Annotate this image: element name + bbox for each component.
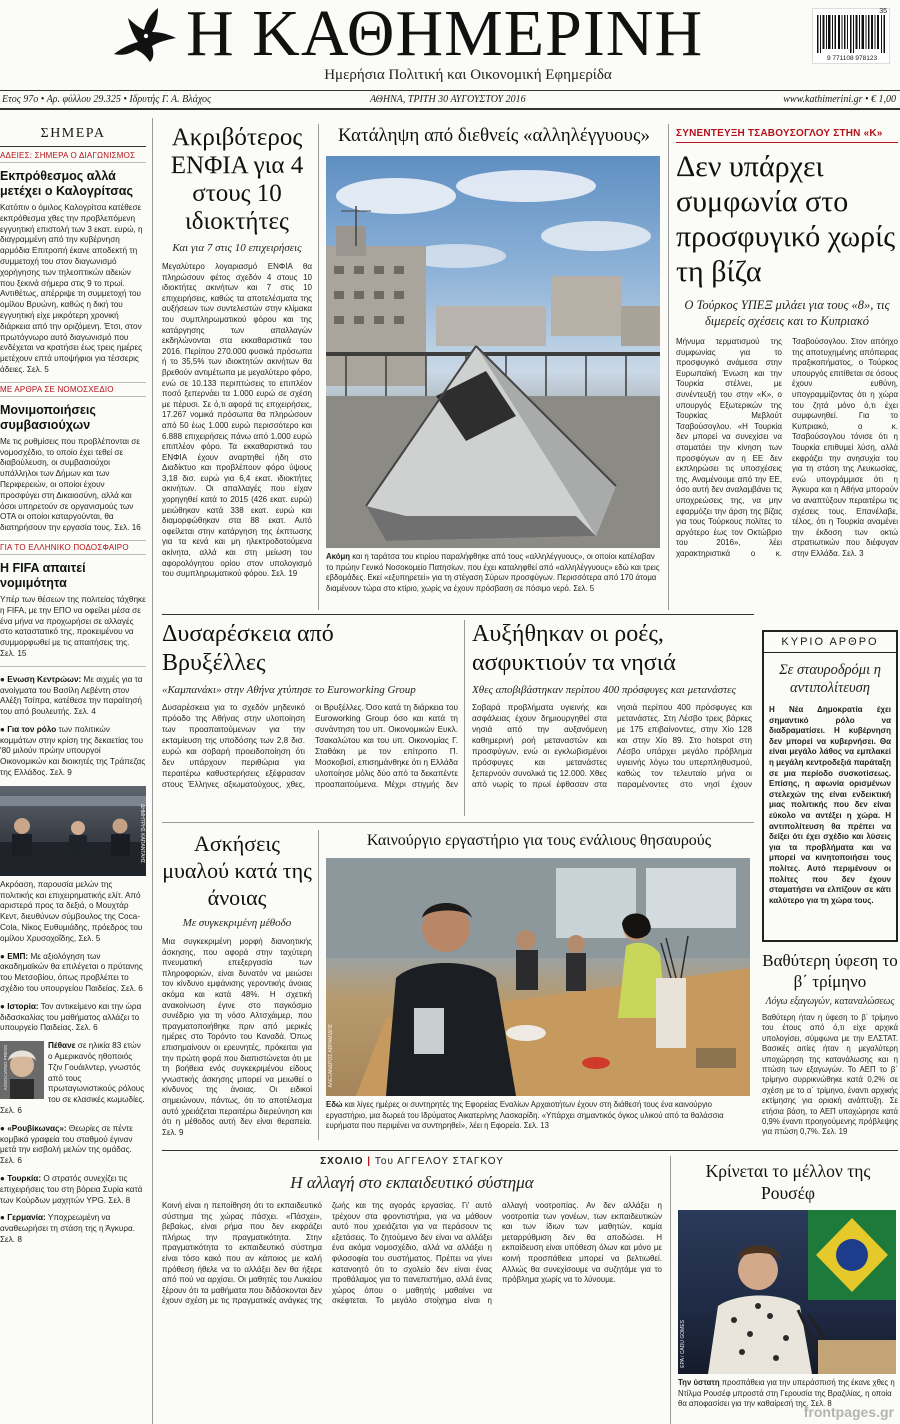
bullet-text: σε ηλικία 83 ετών ο Αμερικανός ηθοποιός Τζιν Γουάιλντερ, γνωστός από τους πρωταγωνιστικούς ρόλους του σε κλασικές κωμωδίες. Σελ. 6	[0, 1041, 145, 1116]
caption-text: και η ταράτσα του κτιρίου παραλήφθηκε από τους «αλληλέγγυους», οι οποίοι κατέλαβαν το πρώην Γενικό Νοσοκομείο Πατησίων, που έχει καταληφθεί από «αλληλέγγυους» εδώ και τρεις εβδομάδες. Εκεί «εξυπηρετεί» για τη στέγαση Σύρων προσφύγων. Περισσότερα από 170 άτομα διαμένουν τώρα στο κτίριο, χωρίς να έχουν πρόσβαση σε πόσιμο νερό. Σελ. 5	[326, 552, 660, 593]
editorial-headline[interactable]: Σε σταυροδρόμι η αντιπολίτευση	[779, 662, 881, 696]
article-body: Μια συγκεκριμένη μορφή διανοητικής άσκησης, που αφορά στην ταχύτερη πνευματική επεξεργασία των πληροφοριών, είναι δυνατόν να μειώσει τον κίνδυνο εμφάνισης γεροντικής άνοιας ακόμα και κατά 48%. Η σχετική ανακοίνωση έγινε στο παγκόσμιο συνέδριο για τη νόσο Αλτσχάιμερ, που πραγματοποιήθηκε πριν από μερικές ημέρες στο Τορόντο του Καναδά. Όπως επισημαίνουν οι ερευνητές, πρόκειται για την πρώτη φορά που διαπιστώνεται ότι με τη βοήθεια ενός συγκεκριμένου είδους γνωστικής άσκησης μπορεί να μειωθεί ο κίνδυνος της άνοιας. Οι ειδικοί σημειώνουν, πάντως, ότι το αποτέλεσμα αυτό χρειάζεται περαιτέρω διερεύνηση και ότι η μέθοδος αυτή δεν είναι θεραπεία. Σελ. 9	[162, 937, 312, 1137]
sidebar-section-3[interactable]	[0, 534, 146, 660]
caption-lead: Την ύστατη	[678, 1378, 720, 1387]
barcode-number: 9 771108 978123	[826, 55, 878, 62]
article-subhead: Χθες αποβιβάστηκαν περίπου 400 πρόσφυγες και μετανάστες	[472, 684, 736, 696]
bullet-text: Ο στρατός συνεχίζει τις επιχειρήσεις του στη βόρεια Συρία κατά των Κούρδων μαχητών YPG. Σελ. 8	[0, 1174, 143, 1205]
sidebar-title: ΣΗΜΕΡΑ	[0, 118, 146, 147]
sidebar-headline[interactable]: Η FIFA απαιτεί νομιμότητα	[0, 560, 86, 590]
photo-caption	[326, 1100, 752, 1132]
photo-caption	[326, 552, 662, 594]
caption-text: και λίγες ημέρες οι συντηρητές της Εφορείας Εναλίων Αρχαιοτήτων έχουν στη διάθεσή τους ένα καινούργιο εργαστήριο, μια δωρεά του Ιδρύματος Αικατερίνης Λασκαρίδη. «Υπάρχει σημαντικός όγκος υλικού από τα θαλάσσια ευρήματα που περιμένει να συντηρηθεί», λέει η Εφορεία. Σελ. 13	[326, 1100, 724, 1130]
sidebar-section-2[interactable]	[0, 376, 146, 534]
caption-lead: Εδώ	[326, 1100, 343, 1109]
bullet-lead: Ενωση Κεντρώων:	[7, 674, 82, 684]
sidebar-body: Κατόπιν ο όμιλος Καλογρίτσα κατέθεσε εκπρόθεσμα χθες την προβλεπόμενη εγγυητική επιστολή των 3 εκατ. ευρώ, η διαγραμμένη από την κυβέρνηση αρμόδια Επιτροπή έκανε αποδεκτή τη συμμετοχή του στον διαγωνισμό χορήγησης των τηλεοπτικών αδειών που ξεκινά σήμερα στις 9 το πρωί. Αντιθέτως, απέρριψε τη συμμετοχή του ομίλου Βρυώνη, καθώς η δική του εγγυητική είχε μικρότερη χρονική διάρκεια από την οριζόμενη. Έτσι, στον πρωτόγνωρο αυτό διαγωνισμό που ενδέχεται να κρατήσει έως τρεις ημέρες μετέχουν επτά υποψήφιοι για τέσσερις άδειες. Σελ. 5	[0, 203, 143, 374]
article-subhead: Λόγω εξαγωγών, καταναλώσεως	[765, 996, 895, 1007]
sidebar-body: Υπέρ των θέσεων της πολιτείας τάχθηκε η FIFA, με την ΕΠΟ να οφείλει μέσα σε ένα μήνα να προχωρήσει σε αλλαγές στο καταστατικό της, προκειμένου να συμμορφωθεί με τις απαιτήσεις της. Σελ. 15	[0, 594, 146, 658]
masthead-meta-right: www.kathimerini.gr • € 1,00	[783, 94, 896, 105]
bullet-text: Τον αντικείμενο και την ώρα διδασκαλίας του μαθήματος αλλάζει το υπουργείο Παιδείας. Σελ. 6	[0, 1001, 142, 1033]
sidebar	[0, 118, 146, 1424]
bullet-text: Υποχρεωμένη να αναθεωρήσει τη στάση της η Άγκυρα. Σελ. 8	[0, 1213, 136, 1244]
masthead-rule-top	[0, 90, 900, 91]
column-divider	[464, 620, 465, 816]
sidebar-bullet-item[interactable]: ● Γερμανία: Υποχρεωμένη να αναθεωρήσει τη στάση της η Άγκυρα. Σελ. 8	[0, 1213, 136, 1244]
sidebar-kicker: ΓΙΑ ΤΟ ΕΛΛΗΝΙΚΟ ΠΟΔΟΣΦΑΙΡΟ	[0, 540, 146, 555]
editorial-title: ΚΥΡΙΟ ΑΡΘΡΟ	[764, 632, 896, 653]
sidebar-section-1[interactable]	[0, 147, 146, 376]
article-headline[interactable]: Αυξήθηκαν οι ροές, ασφυκτιούν τα νησιά	[472, 621, 676, 676]
article-body: Μήνυμα τερματισμού της συμφωνίας για το προσφυγικό ανάμεσα στην Ευρωπαϊκή Ένωση και την Τουρκία στέλνει, με συνέντευξή του στην «Κ», ο υπουργός Εξωτερικών της Τουρκίας Μεβλούτ Τσαβούσογλου. «Η Τουρκία δεν μπορεί να συνεχίσει να σταματάει την κίνηση των προσφύγων αν η ΕΕ δεν εκπληρώσει τις υποσχέσεις της. Αναμένουμε από την ΕΕ, όσο αυτή δεν αναλαμβάνει τις υποχρεώσεις της, να μην εφαρμόζει την άρση της βίζας για τους Τούρκους πολίτες το αργότερο έως τον Οκτώβριο του 2016», λέει χαρακτηριστικά ο κ. Τσαβούσογλου. Στον απόηχο της αποτυχημένης απόπειρας πραξικοπήματος, ο Τούρκος υπουργός επιτίθεται σε όσους έχουν ευθύνη, υπογραμμίζοντας ότι η χώρα του ζητά μόνο ό,τι έχει συμφωνηθεί. Για το Κυπριακό, ο κ. Τσαβούσογλου τόνισε ότι η Τουρκία επιθυμεί λύση, αλλά εκφράζει την ανησυχία του για τη στάση της Λευκωσίας, ενώ υπογράμμισε ότι η Άγκυρα και η Αθήνα μπορούν να αναπτύξουν περαιτέρω τις σχέσεις τους. Επανέλαβε, τέλος, ότι η Τουρκία αναμένει την έκδοση των οκτώ στρατιωτικών που διέφυγαν στην Ελλάδα. Σελ. 3	[676, 337, 898, 558]
article-recession[interactable]	[762, 950, 898, 1144]
newspaper-title[interactable]: Η ΚΑΘΗΜΕΡΙΝΗ	[186, 0, 704, 70]
photo-credit: EPA / CADU GOMES	[680, 1320, 686, 1368]
bullet-text: των πολιτικών κομμάτων στην κρίση της δεκαετίας του '80 μιλούν πρώην υπουργοί Οικονομικών και διοικητές της Τράπεζας της Ελλάδος. Σελ. 9	[0, 724, 146, 778]
lab-photo	[326, 858, 750, 1096]
source-watermark: frontpages.gr	[803, 1404, 894, 1420]
sidebar-bullet-item[interactable]: ● Ιστορία: Τον αντικείμενο και την ώρα διδασκαλίας του μαθήματος αλλάζει το υπουργείο Παιδείας. Σελ. 6	[0, 1001, 142, 1033]
bullet-lead: Γερμανία:	[7, 1213, 46, 1223]
article-headline[interactable]: Ασκήσεις μυαλού κατά της άνοιας	[162, 831, 312, 910]
article-headline[interactable]: Ακριβότερος ΕΝΦΙΑ για 4 στους 10 ιδιοκτήτες	[170, 124, 304, 235]
bullet-lead: ΕΜΠ:	[7, 951, 29, 961]
article-refugee-interview[interactable]	[676, 124, 898, 608]
masthead-rule-bottom	[0, 108, 900, 110]
article-subhead: Και για 7 στις 10 επιχειρήσεις	[172, 242, 302, 254]
article-archaeology-lab[interactable]	[326, 830, 752, 1142]
article-body: Κοινή είναι η πεποίθηση ότι το εκπαιδευτικό σύστημα της χώρας πάσχει. «Πάσχει», βεβαίως, είναι ρήμα που δεν εκφράζει πλήρως την πραγματικότητα. Στην πραγματικότητα το εκπαιδευτικό σύστημα είναι τόσο κακό που αν κάποιος με καλή πρόθεση ήθελε να το αλλάξει δεν θα ήξερε από πού να αρχίσει. Οι μαθητές του Λυκείου ξέρουν ότι τα μαθήματα που διδάσκονται δεν έχουν σχέση με τις πραγματικές ανάγκες της ζωής και της αγοράς εργασίας. Γι' αυτό τρέχουν στα φροντιστήρια, για να μάθουν αυτό που χρειάζεται για να περάσουν τις εξετάσεις. Το ζητούμενο δεν είναι να αλλάξει ένα ακόμα νομοσχέδιο, αλλά να αλλάξει η φιλοσοφία του συστήματος. Πρέπει να γίνει κατανοητό ότι το σχολείο δεν είναι ένας προθάλαμος για το πανεπιστήμιο, αλλά ένας χώρος όπου ο μαθητής μαθαίνει να σκέφτεται. Το μεγάλο στοίχημα είναι η αλλαγή νοοτροπίας. Αν δεν αλλάξει η νοοτροπία των γονέων, των εκπαιδευτικών και των ίδιων των μαθητών, καμία μεταρρύθμιση δεν θα αποδώσει. Η εκπαίδευση είναι υπόθεση όλων και μόνο με κοινή προσπάθεια μπορεί να βελτιωθεί. Αλλιώς θα συνεχίσουμε να συζητάμε για το πρόβλημα χωρίς να το λύνουμε.	[162, 1201, 662, 1306]
barcode-bars-icon	[817, 15, 887, 53]
sidebar-headline[interactable]: Μονιμοποιήσεις συμβασιούχων	[0, 402, 96, 432]
bullet-lead: «Ρουβίκωνας»:	[7, 1123, 67, 1133]
article-headline[interactable]: Η αλλαγή στο εκπαιδευτικό σύστημα	[290, 1173, 534, 1192]
article-body: Βαθύτερη ήταν η ύφεση το β΄ τρίμηνο του έτους από ό,τι είχε αρχικά υπολογίσει, σύμφωνα με την ΕΛΣΤΑΤ. Βασικές αιτίες ήταν η μεγαλύτερη υποχώρηση της κατανάλωσης και η πτώση των εξαγωγών. Το ΑΕΠ το β΄ τρίμηνο συρρικνώθηκε κατά 0,2% σε σχέση με το α΄ τρίμηνο, έναντι αρχικής εκτίμησης για οριακή ανάπτυξη. Σε ετήσια βάση, το ΑΕΠ υποχώρησε κατά 0,9% έναντι προηγούμενης πρόβλεψης για πτώση 0,7%. Σελ. 19	[762, 1013, 898, 1137]
sidebar-divider	[152, 118, 153, 1424]
article-islands[interactable]	[472, 620, 752, 816]
barcode	[812, 8, 890, 64]
sidebar-photo-conference	[0, 786, 146, 876]
article-opinion[interactable]	[162, 1156, 662, 1424]
sidebar-bullet-item[interactable]: ● ΕΜΠ: Με αξιολόγηση των ακαδημαϊκών θα επιλέγεται ο πρύτανης του Μετσοβίου, όπως προβλέπει το σχέδιο του υπουργείου Παιδείας. Σελ. 6	[0, 951, 143, 994]
sidebar-bullets	[0, 666, 146, 1246]
article-headline[interactable]: Καινούργιο εργαστήριο για τους ενάλιους θησαυρούς	[366, 832, 712, 849]
section-rule	[162, 614, 754, 615]
article-mind-exercises[interactable]	[162, 830, 312, 1140]
phoenix-logo-icon	[108, 4, 180, 62]
occupation-photo	[326, 156, 660, 548]
column-divider	[318, 830, 319, 1140]
sidebar-bullet-item[interactable]: ● «Ρουβίκωνας»: Θεωρίες σε πέντε κομβικά γραφεία του σταθμού έγιναν μετά την εισβολή μελών της ομάδας. Σελ. 6	[0, 1123, 133, 1166]
column-divider	[668, 124, 669, 610]
photo-credit: ΔΗΜΗΤΡΗΣ ΚΑΠΑΝΤΑΗΣ	[139, 803, 145, 864]
masthead-date: ΑΘΗΝΑ, ΤΡΙΤΗ 30 ΑΥΓΟΥΣΤΟΥ 2016	[370, 94, 526, 105]
conference-people-icon	[0, 786, 146, 876]
byline-separator: |	[367, 1156, 375, 1167]
column-divider	[670, 1156, 671, 1424]
bullet-lead: Τουρκία:	[7, 1174, 42, 1183]
article-subhead: «Καμπανάκι» στην Αθήνα χτύπησε το Euroworking Group	[162, 684, 416, 696]
photo-caption: Ακρόαση, παρουσία μελών της πολιτικής και επιχειρηματικής ελίτ. Από αριστερά προς τα δεξιά, ο Μουχτάρ Κεντ, διευθύνων σύμβουλος της Coca-Cola, Νίκος Ευθυμιάδης, πρόεδρος του ομίλου Χρυσοχοΐδης, Σελ. 5	[0, 879, 143, 943]
masthead-tagline: Ημερήσια Πολιτική και Οικονομική Εφημερίδα	[324, 67, 612, 83]
article-subhead: Με συγκεκριμένη μέθοδο	[182, 917, 292, 929]
section-rule	[162, 1150, 898, 1151]
sidebar-photo-actor	[0, 1041, 44, 1099]
bullet-text: Με αιχμές για τα ανοίγματα του Βασίλη Λεβέντη στον Αλέξη Τσίπρα, κατέθεσε την παραίτησή του από βουλευτής. Σελ. 4	[0, 674, 143, 717]
sidebar-bullet-item[interactable]: ● Για τον ρόλο των πολιτικών κομμάτων στην κρίση της δεκαετίας του '80 μιλούν πρώην υπουργοί Οικονομικών και διοικητές της Τράπεζας της Ελλάδος. Σελ. 9	[0, 724, 146, 778]
column-divider	[318, 124, 319, 610]
photo-credit: ΑΛΕΞΑΝΔΡΟΣ ΑΒΡΑΜΙΔΗΣ	[328, 1024, 334, 1088]
article-headline[interactable]: Κατάληψη από διεθνείς «αλληλέγγυους»	[338, 125, 650, 146]
sidebar-body: Με τις ρυθμίσεις που προβλέπονται σε νομοσχέδιο, το οποίο έχει τεθεί σε διαβούλευση, οι συμβασιούχοι υπάλληλοι των Δήμων και των Περιφερειών, οι οποίοι έχουν προσφύγει στη Δικαιοσύνη, αλλά και όσοι υπηρετούν σε οργανισμούς των ΟΤΑ οι οποίοι καταργούνται, θα διατηρήσουν την εργασία τους. Σελ. 16	[0, 436, 141, 533]
article-occupation[interactable]	[326, 124, 662, 608]
tent-on-rooftop-icon	[326, 156, 660, 548]
article-subhead: Ο Τούρκος ΥΠΕΞ μιλάει για τους «8», τις διμερείς σχέσεις και το Κυπριακό	[684, 298, 890, 328]
sidebar-bullet-item[interactable]	[0, 1041, 146, 1117]
bullet-text: Θεωρίες σε πέντε κομβικά γραφεία του σταθμού έγιναν μετά την εισβολή μελών της ομάδας. Σελ. 6	[0, 1123, 133, 1166]
caption-text: προσπάθεια για την υπεράσπισή της έκανε χθες η Ντίλμα Ρουσέφ μπροστά στη Γερουσία της Βραζιλίας, η οποία θα αποφασίσει για την καθαίρεσή της. Σελ. 8	[678, 1378, 895, 1408]
bullet-lead: Πέθανε	[48, 1041, 76, 1051]
caption-lead: Ακόμη	[326, 552, 351, 561]
sidebar-bullet-item[interactable]: ● Ενωση Κεντρώων: Με αιχμές για τα ανοίγματα του Βασίλη Λεβέντη στον Αλέξη Τσίπρα, κατέθεσε την παραίτησή του από βουλευτής. Σελ. 4	[0, 674, 143, 717]
article-rousseff[interactable]	[678, 1160, 898, 1424]
rousseff-photo	[678, 1210, 896, 1374]
article-headline[interactable]: Δεν υπάρχει συμφωνία στο προσφυγικό χωρίς τη βίζα	[676, 150, 896, 288]
sidebar-headline[interactable]: Εκπρόθεσμος αλλά μετέχει ο Καλογρίτσας	[0, 169, 133, 198]
editorial-body: Η Νέα Δημοκρατία έχει σημαντικό ρόλο να διαδραματίσει. Η κυβέρνηση δεν μπορεί να κυβερνήσει. Θα είναι μεγάλο λάθος να εμπλακεί η μεγάλη κεντροδεξιά παράταξη σε μια περίοδο συσκοτίσεως. Επίσης, η αφωνία ορισμένων στελεχών της είναι ενδεικτική μιας πολιτικής που δεν είναι εύκολο να αντέξει η χώρα. Η αντιπολίτευση θα πρέπει να δείξει ότι έχει σχέδιο και λύσεις για τα προβλήματα και να μπορεί να κινητοποιήσει τους πολίτες. Αυτό περιμένουν οι πολίτες που δεν έχουν σταματήσει να ελπίζουν σε κάτι καλύτερο για τη χώρα τους.	[769, 705, 891, 905]
article-kicker: ΣΥΝΕΝΤΕΥΞΗ ΤΣΑΒΟΥΣΟΓΛΟΥ ΣΤΗΝ «Κ»	[676, 124, 898, 143]
senate-speaker-icon	[678, 1210, 896, 1374]
sidebar-kicker: ΜΕ ΑΡΘΡΑ ΣΕ ΝΟΜΟΣΧΕΔΙΟ	[0, 382, 146, 397]
article-headline[interactable]: Βαθύτερη ύφεση το β΄ τρίμηνο	[762, 951, 898, 991]
conservators-at-work-icon	[326, 858, 750, 1096]
bullet-lead: Ιστορία:	[7, 1001, 39, 1011]
barcode-top-number: 35	[879, 8, 887, 15]
article-body: Δυσαρέσκεια για το σχεδόν μηδενικό πρόοδο της Αθήνας στην υλοποίηση των προαπαιτούμενων για την εκταμίευση της υποδόσης των 2,8 δισ. ευρώ και σοβαρή προειδοποίηση ότι δεν υπάρχουν περιθώρια για περαιτέρω καθυστερήσεις εξέφρασαν στους Έλληνες αξιωματούχους, χθες, οι Βρυξέλλες. Όσο κατά τη διάρκεια του Euroworking Group όσο και κατά τη συνάντηση του υπ. Οικονομικών Ευκλ. Τσακαλώτου και του υπ. Οικονομίας Γ. Σταθάκη με τον επίτροπο Π. Μοσκοβισί, επισημάνθηκε ότι η Ελλάδα υλοποίησε μόλις δύο από τα δεκαπέντε προαπαιτούμενα. Μέχρι στιγμής δεν	[162, 703, 458, 789]
photo-credit: ASSOCIATED PRESS	[3, 1045, 8, 1091]
masthead-meta-left: Ετος 97ο • Αρ. φύλλου 29.325 • Ιδρυτής Γ. Α. Βλάχος	[2, 94, 212, 105]
article-body: Μεγαλύτερο λογαριασμό ΕΝΦΙΑ θα πληρώσουν φέτος σχεδόν 4 στους 10 ιδιοκτήτες ακινήτων και 7 στις 10 επιχειρήσεις, καθώς τα αποτελέσματα της αυξήσεων των συντελεστών στην κλίμακα του συμπληρωματικού φόρου και της κατάργησης των απαλλαγών εκδηλώνονται στα εκκαθαριστικά του 2016. Περίπου 270.000 φυσικά πρόσωπα ή το 35,5% των ιδιοκτητών ακινήτων θα βρεθούν αντιμέτωπα με μεγαλύτερο φόρο, ενώ σε 10.133 περιπτώσεις το επιπλέον ποσό ξεπερνάει τα 1.000 ευρώ σε σχέση με πέρυσι. Σε ό,τι αφορά τις επιχειρήσεις, 17.267 νομικά πρόσωπα θα πληρώσουν από 50 έως 1.000 ευρώ περισσότερο και 6.888 επιχειρήσεις πάνω από 1.000 ευρώ επιπλέον φόρο. Τα εκκαθαριστικά του ΕΝΦΙΑ έχουν αναρτηθεί ήδη στο Διαδίκτυο και προβλέπουν φόρο ύψους 3,18 δισ. ευρώ για 6,4 εκατ. ιδιοκτήτες ακινήτων. Οι απαλλαγές που είχαν χορηγηθεί κατά το 2015 (426 εκατ. ευρώ) μειώθηκαν κατά 338 εκατ. ευρώ και διαμορφώθηκαν στα 88 εκατ. Αυτό οφείλεται στην κατάργηση της έκπτωσης για τα κενά και μη ηλεκτροδοτούμενα ακίνητα, αλλά και στη μείωση του αφορολόγητου ορίου στον υπολογισμό του συμπληρωματικού φόρου. Σελ. 19	[162, 262, 312, 579]
article-body: Σοβαρά προβλήματα υγιεινής και ασφάλειας έχουν δημιουργηθεί στα νησιά από την αυξανόμενη καθημερινή ροή μεταναστών και προσφύγων, ενώ οι εγκλωβισμένοι πρόσφυγες και μετανάστες ξεπερνούν συνολικά τις 12.000. Χθες από νωρίς το πρωί έφθασαν στα νησιά περίπου 400 πρόσφυγες και μετανάστες. Στη Λέσβο τρεις βάρκες με 175 επιβαίνοντες, στην Χίο 128 και στην Χίο 89. Στο hotspot στη Λέσβο υπάρχει μεγάλο πρόβλημα υγιεινής λόγω του υπερπληθυσμού, καθώς τον τελευταίο μήνα οι παραμένοντες στο νησί έχουν	[472, 703, 752, 789]
sidebar-kicker: ΑΔΕΙΕΣ: ΣΗΜΕΡΑ Ο ΔΙΑΓΩΝΙΣΜΟΣ	[0, 151, 146, 163]
section-rule	[162, 822, 754, 823]
opinion-author: Του ΑΓΓΕΛΟΥ ΣΤΑΓΚΟΥ	[374, 1156, 504, 1167]
bullet-text: Με αξιολόγηση των ακαδημαϊκών θα επιλέγεται ο πρύτανης του Μετσοβίου, όπως προβλέπει το σχέδιο του υπουργείου Παιδείας. Σελ. 6	[0, 951, 143, 994]
sidebar-bullet-item[interactable]: ● Τουρκία: Ο στρατός συνεχίζει τις επιχειρήσεις του στη βόρεια Συρία κατά των Κούρδων μαχητών YPG. Σελ. 8	[0, 1174, 143, 1205]
opinion-kicker: ΣΧΟΛΙΟ	[320, 1156, 364, 1167]
article-headline[interactable]: Δυσαρέσκεια από Βρυξέλλες	[162, 621, 334, 676]
opinion-byline	[162, 1156, 662, 1167]
bullet-lead: Για τον ρόλο	[7, 724, 57, 734]
article-headline[interactable]: Κρίνεται το μέλλον της Ρουσέφ	[705, 1161, 871, 1203]
masthead	[0, 0, 900, 112]
article-enfia[interactable]	[162, 124, 312, 608]
article-brussels[interactable]	[162, 620, 458, 816]
editorial-box[interactable]	[762, 630, 898, 942]
